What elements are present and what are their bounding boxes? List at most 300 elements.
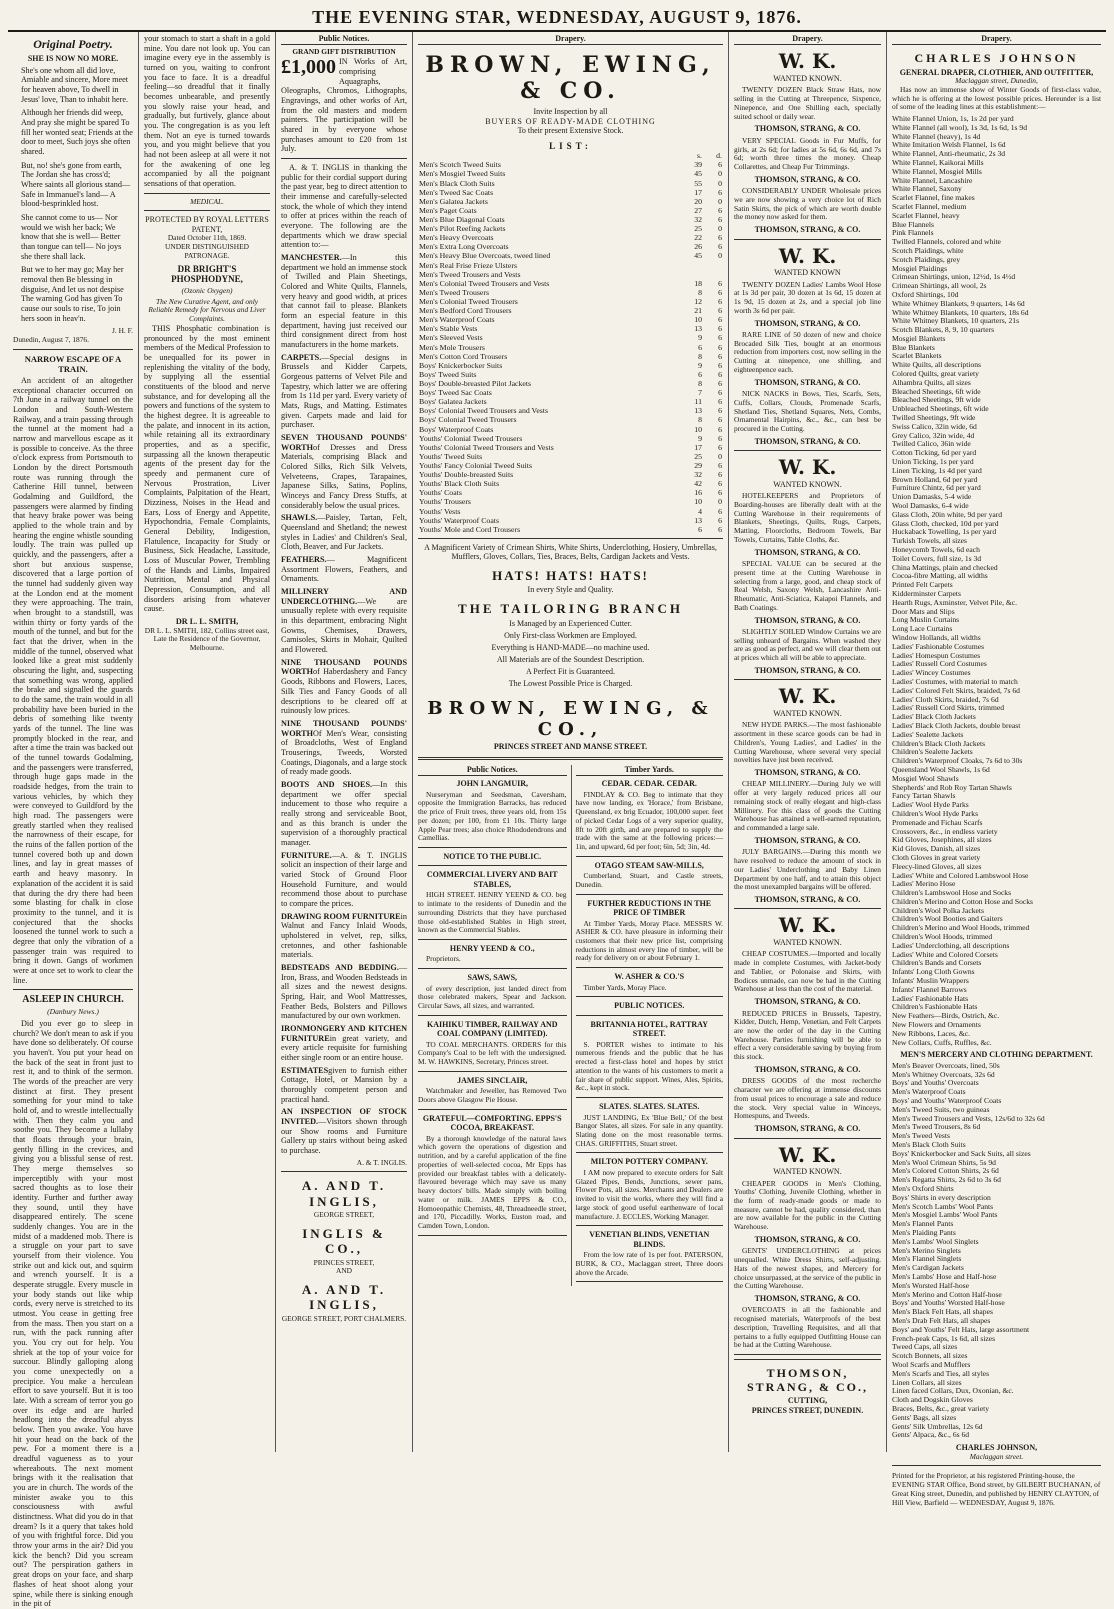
list-item: Braces, Belts, &c., great variety bbox=[892, 1403, 989, 1413]
list-item: Colored Quilts, great variety bbox=[892, 369, 979, 379]
list-item: Scotch Blankets, 8, 9, 10 quarters bbox=[892, 325, 995, 335]
sub-column-right bbox=[571, 765, 724, 1287]
list-item: Infants' Flannel Barrows bbox=[892, 984, 967, 994]
price-pence: 6 bbox=[718, 333, 722, 343]
ad-dated: Dated October 11th, 1869. bbox=[167, 233, 247, 243]
notice-head: JOHN LANGMUIR, bbox=[456, 779, 529, 789]
department-notice bbox=[281, 851, 407, 909]
price-shillings: 17 bbox=[694, 442, 702, 452]
list-item: Boys' and Youths' Worsted Half-hose bbox=[892, 1298, 1005, 1308]
price-shillings: 8 bbox=[698, 287, 702, 297]
wk-firm: THOMSON, STRANG, & CO. bbox=[754, 1234, 861, 1244]
price-item: Men's Stable Vests bbox=[419, 324, 478, 334]
divider bbox=[576, 967, 724, 968]
wk-text: OVERCOATS in all the fashionable and recognised materials, Waterproofs of the best description, Travelling Requisites, and all that pertains to a fully equipped Outfitting House can be had at the Cutting Warehouse. bbox=[734, 1305, 881, 1350]
wk-firm: THOMSON, STRANG, & CO. bbox=[754, 547, 861, 557]
list-item: Boys' and Youths' Overcoats bbox=[892, 1078, 979, 1088]
department-text: of Haberdashery and Fancy Goods, Ribbons and Flowers, Laces, Silk Ties and Fancy Goods of all descriptions to be cleared off at ruinously low prices. bbox=[281, 667, 407, 716]
list-item: Furniture Chintz, 6d per yard bbox=[892, 483, 981, 493]
brown-ewing-firm-2: BROWN, EWING, & CO., bbox=[427, 697, 714, 741]
price-pence: 6 bbox=[718, 515, 722, 525]
poem bbox=[13, 66, 133, 324]
imprint: Printed for the Proprietor, at his registered Printing-house, the EVENING STAR Office, Bond street, by GILBERT BUCHANAN, of Great King street, Dunedin, and published by HENRY CLAYTON, of Hill View, Barfield — WEDNESDAY, August 9, 1876. bbox=[892, 1471, 1101, 1507]
price-row bbox=[418, 315, 723, 324]
invite: Invite Inspection by all bbox=[533, 107, 608, 117]
wk-firm: THOMSON, STRANG, & CO. bbox=[754, 894, 861, 904]
list-item: Children's Merino and Cotton Hose and Socks bbox=[892, 896, 1033, 906]
poetry-heading: Original Poetry. bbox=[33, 37, 113, 51]
poem-stanza: But we to her may go; May her removal then Be blessing in disguise, And let us not despise The warning God has given To cause our souls to rise, To join hers soon in heav'n. bbox=[21, 265, 124, 323]
mens-item-list bbox=[892, 1062, 1101, 1440]
masthead: THE EVENING STAR, WEDNESDAY, AUGUST 9, 1876. bbox=[8, 6, 1106, 32]
notice-text: Proprietors. bbox=[426, 954, 461, 964]
list-item: Queensland Wool Shawls, 1s 6d bbox=[892, 764, 990, 774]
department-notice bbox=[281, 353, 407, 430]
price-shillings: 25 bbox=[694, 451, 702, 461]
list-item: Crossovers, &c., in endless variety bbox=[892, 826, 998, 836]
wk-firm: THOMSON, STRANG, & CO. bbox=[754, 768, 861, 778]
brown-ewing-firm: BROWN, EWING, & CO. bbox=[425, 52, 716, 105]
divider bbox=[13, 989, 133, 990]
price-shillings: 55 bbox=[694, 178, 702, 188]
price-row bbox=[418, 443, 723, 452]
list-item: Ladies' Russell Cord Skirts, trimmed bbox=[892, 703, 1005, 713]
inglis-footer-2b: PRINCES STREET, bbox=[313, 1257, 375, 1267]
inglis-footer-2c: AND bbox=[335, 1266, 352, 1276]
list-item: Ladies' Colored Felt Skirts, braided, 7s 6d bbox=[892, 685, 1020, 695]
department-head: IRONMONGERY AND KITCHEN FURNITURE bbox=[281, 1024, 407, 1043]
inglis-footer-3b: GEORGE STREET, PORT CHALMERS. bbox=[281, 1313, 407, 1323]
list-item: Men's Worsted Half-hose bbox=[892, 1280, 969, 1290]
price-row bbox=[418, 352, 723, 361]
list-item: Mosgiel Wool Shawls bbox=[892, 773, 959, 783]
wk-firm: THOMSON, STRANG, & CO. bbox=[754, 997, 861, 1007]
list-item: Men's Flannel Pants bbox=[892, 1219, 954, 1229]
list-item: Ladies' Wincey Costumes bbox=[892, 668, 971, 678]
price-row bbox=[418, 179, 723, 188]
price-row bbox=[418, 388, 723, 397]
price-row bbox=[418, 397, 723, 406]
price-item: Men's Paget Coats bbox=[419, 205, 477, 215]
list-item: Children's Waterproof Cloaks, 7s 6d to 30s bbox=[892, 756, 1023, 766]
wk-firm: THOMSON, STRANG, & CO. bbox=[754, 1124, 861, 1134]
department-text: in great variety, and every article requisite for furnishing either single room or an entire house. bbox=[281, 1033, 407, 1063]
price-shillings: 6 bbox=[698, 369, 702, 379]
column-header: Public Notices. bbox=[418, 765, 567, 776]
list-item: Men's Waterproof Coats bbox=[892, 1087, 966, 1097]
divider bbox=[576, 856, 724, 857]
price-shillings: 42 bbox=[694, 479, 702, 489]
johnson-signature: CHARLES JOHNSON, bbox=[955, 1443, 1038, 1453]
price-shillings: 10 bbox=[694, 497, 702, 507]
price-shillings: 26 bbox=[694, 242, 702, 252]
wk-logo: W. K. bbox=[778, 243, 837, 268]
tailoring-line: Only First-class Workmen are Employed. bbox=[504, 630, 637, 640]
price-pence bbox=[703, 270, 723, 279]
price-item: Men's Real Frise Frieze Ulsters bbox=[419, 260, 517, 270]
list-item: Cloth Gloves in great variety bbox=[892, 852, 981, 862]
lottery-title: GRAND GIFT DISTRIBUTION bbox=[292, 47, 396, 57]
divider bbox=[734, 239, 881, 240]
department-text: —Special designs in Brussels and Kidder Carpets, Gorgeous patterns of Velvet Pile and Tapestry, which latter we are offering from 1s 11d per yard. Every variety of Mats, Rugs, and Matting. Estimates given. Carpets made and laid for purchaser. bbox=[281, 352, 407, 430]
price-row bbox=[418, 169, 723, 178]
price-row bbox=[418, 333, 723, 342]
wk-firm: THOMSON, STRANG, & CO. bbox=[754, 318, 861, 328]
wk-firm: THOMSON, STRANG, & CO. bbox=[754, 665, 861, 675]
column-5 bbox=[728, 32, 886, 1452]
notice-text: TO COAL MERCHANTS. ORDERS for this Company's Coal to be left with the undersigned. M. W. HAWKINS, Secretary, Princes street. bbox=[418, 1039, 567, 1067]
list-item: Blue Blankets bbox=[892, 342, 935, 352]
divider bbox=[418, 939, 567, 940]
poem-stanza: She's one whom all did love, Amiable and sincere, More meet for heaven above, To dwell in Jesus' love, Than to inhabit here. bbox=[21, 65, 129, 104]
price-pence: 6 bbox=[718, 215, 722, 225]
price-row bbox=[418, 497, 723, 506]
department-head: FURNITURE. bbox=[281, 850, 332, 860]
department-head: BOOTS AND SHOES. bbox=[281, 779, 373, 789]
department-notice bbox=[281, 963, 407, 1021]
price-item: Men's Heavy Overcoats bbox=[419, 233, 494, 243]
list-item: Children's Fashionable Hats bbox=[892, 1002, 978, 1012]
notice-head: NOTICE TO THE PUBLIC. bbox=[443, 852, 542, 862]
notice-head: KAIHIKU TIMBER, RAILWAY AND COAL COMPANY (LIMITED). bbox=[426, 1019, 558, 1039]
list-item: Men's Flannel Singlets bbox=[892, 1254, 962, 1264]
wk-firm: THOMSON, STRANG, & CO. bbox=[754, 615, 861, 625]
ad-product-sub: (Ozonic Oxygen) bbox=[181, 285, 233, 295]
price-row bbox=[418, 233, 723, 242]
price-item: Youths' Mole and Cord Trousers bbox=[419, 524, 521, 534]
price-item: Boys' Double-breasted Pilot Jackets bbox=[419, 379, 532, 388]
price-item: Youths' Trousers bbox=[419, 497, 471, 507]
price-item: Men's Sleeved Vests bbox=[419, 333, 483, 343]
price-item: Men's Mosgiel Tweed Suits bbox=[419, 169, 506, 179]
column-6 bbox=[886, 32, 1106, 1507]
list-item: White Flannel (heavy), 1s 4d bbox=[892, 131, 981, 141]
list-title: LIST: bbox=[549, 140, 592, 151]
list-item: Linen faced Collars, Dux, Oxonian, &c. bbox=[892, 1386, 1014, 1396]
list-item: Fleecy-lined Gloves, all sizes bbox=[892, 861, 982, 871]
list-item: Ladies' White and Colored Lambswool Hose bbox=[892, 870, 1029, 880]
wk-text: DRESS GOODS of the most recherche character we are offering at immense discounts from usual prices to encourage a sale and reduce the stock. Very special value in Winceys, Homespuns, and Tweeds. bbox=[734, 1076, 881, 1121]
cutting-firm: THOMSON, STRANG, & CO., bbox=[746, 1366, 868, 1395]
list-item: Kidderminster Carpets bbox=[892, 589, 961, 598]
price-pence: 6 bbox=[718, 351, 722, 361]
list-item: Men's Beaver Overcoats, lined, 50s bbox=[892, 1060, 1000, 1070]
price-shillings: 17 bbox=[694, 187, 702, 197]
price-pence: 0 bbox=[718, 451, 722, 461]
list-item: White Whitney Blankets, 10 quarters, 21s bbox=[892, 316, 1020, 326]
list-item: Oxford Shirtings, 10d bbox=[892, 289, 959, 299]
list-item: White Flannel, Anti-rheumatic, 2s 3d bbox=[892, 149, 1006, 159]
list-item: Window Hollands, all widths bbox=[892, 632, 981, 642]
list-item: Cotton Ticking, 6d per yard bbox=[892, 448, 977, 458]
list-item: Scotch Plaidings, grey bbox=[892, 254, 961, 264]
price-col-pence: d. bbox=[716, 151, 722, 161]
notice-list bbox=[418, 779, 567, 1236]
department-text: given to furnish either Cottage, Hotel, or Mansion by a thoroughly competent person and practical hand. bbox=[281, 1065, 407, 1104]
column-1 bbox=[8, 32, 138, 1609]
notice-text: Timber Yards, Moray Place. bbox=[583, 982, 667, 992]
department-head: ESTIMATES bbox=[281, 1065, 329, 1075]
divider bbox=[734, 679, 881, 680]
price-row bbox=[418, 379, 723, 388]
price-item: Youths' Double-breasted Suits bbox=[419, 470, 514, 480]
price-pence: 6 bbox=[718, 524, 722, 534]
notice-list bbox=[576, 779, 724, 1282]
price-shillings: 8 bbox=[698, 415, 702, 425]
notice-head: BRITANNIA HOTEL, RATTRAY STREET. bbox=[590, 1019, 708, 1039]
list-item: Ladies' Black Cloth Jackets bbox=[892, 712, 976, 722]
list-item: New Feathers—Birds, Ostrich, &c. bbox=[892, 1011, 1000, 1021]
price-row bbox=[418, 324, 723, 333]
johnson-sig-address: Maclaggan street. bbox=[969, 1451, 1024, 1461]
wk-text: SPECIAL VALUE can be secured at the present time at the Cutting Warehouse in selecting from a large, good, and cheap stock of Real Welsh, Saxony Welsh, Lancashire Anti-Rheumatic, Anti-Sciatica, Kaiapoi Flannels, and Bath Coatings. bbox=[734, 559, 881, 612]
list-item: Men's Black Cloth Suits bbox=[892, 1140, 966, 1150]
price-pence: 6 bbox=[718, 315, 722, 325]
department-text: —In this department we hold an immense stock of Twilled and Plain Sheetings, Colored and White Quilts, Flannels, very heavy and good width, at prices that cannot fail to please. Blankets form an especial feature in this department, having just received our third consignment direct from host manufacturers in the home markets. bbox=[281, 252, 407, 349]
list-item: Ladies' Merino Hose bbox=[892, 879, 956, 889]
price-item: Men's Colonial Tweed Trousers bbox=[419, 297, 518, 307]
wk-firm: THOMSON, STRANG, & CO. bbox=[754, 1294, 861, 1304]
column-header: Timber Yards. bbox=[576, 765, 724, 776]
department-text: —We are unusually replete with every requisite in this department, embracing Night Gowns, Chemises, Drawers, Camisoles, Skirts in Mohair, Quilted and Flowered. bbox=[281, 596, 407, 655]
wk-subtitle: WANTED KNOWN. bbox=[773, 74, 842, 84]
price-pence: 6 bbox=[718, 379, 722, 388]
divider bbox=[13, 349, 133, 350]
list-item: Children's Wool Hoods, trimmed bbox=[892, 932, 993, 942]
johnson-address: Maclaggan street, Dunedin, bbox=[955, 76, 1038, 86]
list-item: Children's Wool Hyde Parks bbox=[892, 808, 979, 818]
column-4 bbox=[412, 32, 728, 1452]
list-item: China Mattings, plain and checked bbox=[892, 562, 998, 572]
price-shillings: 13 bbox=[694, 324, 702, 334]
notice-text: HIGH STREET. HENRY YEEND & CO. beg to intimate to the residents of Dunedin and the surrounding Districts that they have purchased those old-established Stables in High street, known as the Commercial Stables. bbox=[418, 890, 567, 935]
wk-text: TWENTY DOZEN Ladies' Lambs Wool Hose at 1s 3d per pair, 30 dozen at 1s 6d, 15 dozen at 1s 9d, 15 dozen at 2s, and a special job line worth 3s 6d per pair. bbox=[734, 279, 881, 315]
price-item: Men's Scotch Tweed Suits bbox=[419, 160, 501, 170]
price-row bbox=[418, 461, 723, 470]
wk-subtitle: WANTED KNOWN. bbox=[773, 479, 842, 489]
price-item: Men's Black Cloth Suits bbox=[419, 178, 495, 188]
list-item: Honeycomb Towels, 6d each bbox=[892, 545, 980, 555]
wk-logo: W. K. bbox=[778, 913, 837, 938]
list-item: New Ribbons, Laces, &c. bbox=[892, 1028, 971, 1038]
price-row bbox=[418, 270, 723, 279]
list-item: Children's Wool Polka Jackets bbox=[892, 905, 984, 915]
list-item: Scarlet Flannel, heavy bbox=[892, 210, 960, 220]
price-pence: 6 bbox=[718, 160, 722, 170]
poem-stanza: Although her friends did weep, And pray she might be spared To fill her wonted seat; Friends at the door to meet, Such joys she often shared. bbox=[21, 108, 133, 156]
price-item: Youths' Colonial Tweed Trousers bbox=[419, 433, 523, 443]
list-item: Men's Merino Singlets bbox=[892, 1245, 961, 1255]
ad-signature: DR L. L. SMITH, bbox=[175, 616, 239, 626]
price-pence: 6 bbox=[718, 424, 722, 434]
price-row bbox=[418, 470, 723, 479]
ad-product: DR BRIGHT'S PHOSPHODYNE, bbox=[171, 263, 243, 285]
list-item: Linen Ticking, 1s 4d per yard bbox=[892, 465, 982, 475]
list-item: Boys' Shirts in every description bbox=[892, 1192, 991, 1202]
price-pence: 6 bbox=[718, 324, 722, 334]
column-header: Drapery. bbox=[418, 34, 723, 45]
ad-address: DR L. L. SMITH, 182, Collins street east, Late the Residence of the Governor, Melbourne. bbox=[144, 625, 270, 653]
price-row bbox=[418, 425, 723, 434]
price-shillings: 18 bbox=[694, 278, 702, 288]
list-item: Crimean Shirtings, union, 12½d, 1s 4½d bbox=[892, 272, 1016, 282]
list-item: Men's Drab Felt Hats, all shapes bbox=[892, 1315, 991, 1325]
price-item: Men's Mole Trousers bbox=[419, 342, 485, 352]
price-item: Men's Bedford Cord Trousers bbox=[419, 306, 512, 316]
department-head: SEVEN THOUSAND POUNDS' WORTH bbox=[281, 433, 407, 452]
price-item: Men's Cotton Cord Trousers bbox=[419, 351, 508, 361]
wk-logo: W. K. bbox=[778, 49, 837, 74]
list-item: Men's Merino and Cotton Half-hose bbox=[892, 1289, 1002, 1299]
price-shillings bbox=[683, 270, 703, 279]
buyers: BUYERS OF READY-MADE CLOTHING bbox=[485, 116, 656, 126]
price-shillings: 9 bbox=[698, 433, 702, 443]
price-pence: 6 bbox=[718, 433, 722, 443]
divider bbox=[734, 908, 881, 909]
price-shillings: 7 bbox=[698, 388, 702, 398]
list-item: Men's Colored Cotton Shirts, 2s 6d bbox=[892, 1166, 999, 1176]
list-item: Cloth and Dogskin Gloves bbox=[892, 1395, 973, 1405]
notice-head: W. ASHER & CO.'S bbox=[614, 972, 685, 982]
notice-head: CEDAR. CEDAR. CEDAR. bbox=[601, 779, 697, 789]
tailoring-lines bbox=[418, 618, 723, 690]
price-row bbox=[418, 306, 723, 315]
list-item: Long Muslin Curtains bbox=[892, 615, 960, 625]
list-item: Men's Whitney Overcoats, 32s 6d bbox=[892, 1069, 995, 1079]
divider bbox=[576, 1152, 724, 1153]
list-item: Children's Merino and Wool Hoods, trimmed bbox=[892, 923, 1030, 933]
list-item: Linen Collars, all sizes bbox=[892, 1377, 962, 1387]
price-shillings: 10 bbox=[694, 424, 702, 434]
sub-columns bbox=[418, 765, 723, 1287]
list-item: Men's Scotch Lambs' Wool Pants bbox=[892, 1201, 994, 1211]
list-item: Mosgiel Blankets bbox=[892, 333, 946, 343]
price-item: Boys' Knickerbocker Suits bbox=[419, 360, 503, 370]
price-item: Boys' Tweed Suits bbox=[419, 369, 477, 379]
column-2 bbox=[138, 32, 275, 1452]
johnson-firm: CHARLES JOHNSON bbox=[914, 51, 1079, 66]
list-item: Men's Mosgiel Lambs' Wool Pants bbox=[892, 1210, 998, 1220]
poem-stanza: But, no! she's gone from earth, The Jordan she has cross'd; Where saints all glorious stand— Safe in Immanuel's land— A blood-besprinkled host. bbox=[21, 160, 131, 209]
price-pence: 6 bbox=[718, 287, 722, 297]
department-text: —Paisley, Tartan, Felt, Queensland and Shetland; the newest styles in Ladies' and Children's Seal, Cloth, Beaver, and Fur Jackets. bbox=[281, 513, 407, 552]
department-head: SHAWLS. bbox=[281, 513, 318, 523]
department-notice bbox=[281, 658, 407, 716]
list-item: Twilled Calico, 36in wide bbox=[892, 439, 971, 449]
price-row bbox=[418, 479, 723, 488]
wk-text: NEW HYDE PARKS.—The most fashionable assortment in these scarce goods can be had in Children's, Young Ladies', and Ladies' in the Cutting Warehouse, where several very special novelties have just been received. bbox=[734, 720, 881, 765]
list-item: Door Mats and Slips bbox=[892, 606, 955, 616]
price-item: Youths' Vests bbox=[419, 506, 461, 516]
list-item: Men's Tweed Suits, two guineas bbox=[892, 1104, 990, 1114]
price-item: Men's Tweed Sac Coats bbox=[419, 187, 494, 197]
notice-text: S. PORTER wishes to intimate to his numerous friends and the public that he has erected a first-class hotel and hopes by strict attention to the wants of his customers to merit a fair share of public support. Wines, Ales, Spirits, &c., kept in stock. bbox=[575, 1039, 723, 1093]
list-item: Union Damasks, 5-4 wide bbox=[892, 492, 972, 502]
list-item: White Flannel, Kaikorai Mills bbox=[892, 157, 984, 167]
price-shillings: 13 bbox=[694, 515, 702, 525]
wk-subtitle: WANTED KNOWN. bbox=[773, 1167, 842, 1177]
divider bbox=[576, 1281, 724, 1282]
list-item: White Quilts, all descriptions bbox=[892, 360, 982, 370]
inglis-footer-2: INGLIS & CO., bbox=[302, 1225, 386, 1257]
list-item: Ladies' White and Colored Corsets bbox=[892, 949, 998, 959]
price-item: Men's Blue Diagonal Coats bbox=[419, 215, 505, 225]
price-shillings: 10 bbox=[694, 315, 702, 325]
divider bbox=[734, 450, 881, 451]
notice-text: Watchmaker and Jeweller, has Removed Two Doors above Glasgow Pie House. bbox=[418, 1086, 567, 1105]
price-pence: 6 bbox=[718, 415, 722, 425]
list-item: Wool Scarfs and Mufflers bbox=[892, 1359, 971, 1369]
price-item: Youths' Waterproof Coats bbox=[419, 515, 499, 525]
tailoring-line: A Perfect Fit is Guaranteed. bbox=[525, 666, 616, 676]
hats: HATS! HATS! HATS! bbox=[492, 567, 649, 583]
list-item: Twilled Sheetings, 9ft wide bbox=[892, 413, 976, 423]
list-item: Glass Cloth, 20in white, 9d per yard bbox=[892, 509, 1003, 519]
wk-logo: W. K. bbox=[778, 684, 837, 709]
list-item: Long Lace Curtains bbox=[892, 624, 953, 634]
columns bbox=[8, 32, 1106, 1609]
poem-stanza: She cannot come to us— Nor would we wish her back; We know that she is well— Better than tongue can tell— No joys she there shall lack. bbox=[21, 213, 122, 261]
price-item: Youths' Colonial Tweed Trousers and Vests bbox=[419, 442, 554, 452]
section-label: MEDICAL. bbox=[190, 196, 224, 206]
price-pence: 6 bbox=[718, 506, 722, 516]
wk-text: GENTS' UNDERCLOTHING at prices unequalled. White Dress Shirts, self-adjusting. Hats of the newest shapes, and Mercery for choice unsurpassed, at the service of the public in the Cutting Warehouse. bbox=[734, 1246, 881, 1291]
list-item: Ladies' Underclothing, all descriptions bbox=[892, 940, 1010, 950]
department-notice bbox=[281, 433, 407, 510]
list-item: New Collars, Cuffs, Ruffles, &c. bbox=[892, 1037, 992, 1047]
mens-department: MEN'S MERCERY AND CLOTHING DEPARTMENT. bbox=[900, 1050, 1093, 1060]
tailoring: THE TAILORING BRANCH bbox=[458, 600, 683, 616]
department-text: —Visitors shown through our Show rooms and Furniture Gallery up stairs without being asked to purchase. bbox=[281, 1117, 407, 1156]
variety: A Magnificent Variety of Crimean Shirts, White Shirts, Underclothing, Hosiery, Umbrellas, Mufflers, Gloves, Collars, Ties, Braces, Belts, Cardigan Jackets and Vests. bbox=[424, 542, 717, 562]
list-item: Men's Lambs' Wool Singlets bbox=[892, 1236, 979, 1246]
notice-head: GRATEFUL—COMFORTING. EPPS'S COCOA, BREAKFAST. bbox=[422, 1113, 562, 1133]
price-row bbox=[418, 406, 723, 415]
price-row bbox=[418, 488, 723, 497]
notice-text: I AM now prepared to execute orders for Salt Glazed Pipes, Bends, Junctions, sewer pans, Flower Pots, all sizes. Merchants and Dealers are invited to visit the works, where they will find a large stock of good useful earthenware of local manufacture. J. ECCLES, Working Manager. bbox=[575, 1167, 723, 1221]
inglis-footer-3: A. AND T. INGLIS, bbox=[301, 1281, 387, 1313]
wk-firm: THOMSON, STRANG, & CO. bbox=[754, 377, 861, 387]
list-item: Huckaback Towelling, 1s per yard bbox=[892, 527, 997, 537]
department-text: —In this department we offer special inducement to those who require a really strong and serviceable Boot, and as this branch is under the supervision of a thoroughly practical manager. bbox=[281, 779, 407, 847]
price-col-shillings: s. bbox=[697, 151, 702, 161]
ad-protected: PROTECTED BY ROYAL LETTERS PATENT, bbox=[145, 215, 269, 234]
divider bbox=[576, 1097, 724, 1098]
notice-text: Nurseryman and Seedsman, Caversham, opposite the Immigration Barracks, has reduced the price of Fruit trees, three years old, from 15s per dozen; per 100, from £1 10s. Thirty large Apple Pear trees; also choice Rhododendrons and Camellias. bbox=[418, 789, 567, 843]
inglis-footer-1: A. AND T. INGLIS, bbox=[301, 1178, 387, 1209]
list-item: White Imitation Welsh Flannel, 1s 6d bbox=[892, 140, 1006, 150]
price-pence: 6 bbox=[718, 233, 722, 243]
price-pence: 6 bbox=[718, 488, 722, 498]
johnson-item-list bbox=[892, 115, 1101, 1047]
divider bbox=[892, 1465, 1101, 1466]
price-shillings: 25 bbox=[694, 224, 702, 234]
list-item: Scarlet Flannel, fine makes bbox=[892, 193, 975, 203]
list-item: White Flannel, Mosgiel Mills bbox=[892, 166, 982, 176]
list-item: Men's Regatta Shirts, 2s 6d to 3s 6d bbox=[892, 1175, 1001, 1185]
list-item: Children's Black Cloth Jackets bbox=[892, 738, 986, 748]
list-item: Scotch Bonnets, all sizes bbox=[892, 1351, 968, 1361]
list-item: French-peak Caps, 1s 6d, all sizes bbox=[892, 1333, 996, 1343]
poem-signature: J. H. F. bbox=[112, 326, 133, 336]
price-pence: 6 bbox=[718, 470, 722, 480]
price-pence: 6 bbox=[718, 342, 722, 352]
divider bbox=[576, 1225, 724, 1226]
price-pence: 6 bbox=[718, 442, 722, 452]
notice-head: FURTHER REDUCTIONS IN THE PRICE OF TIMBER bbox=[587, 898, 712, 918]
wk-text: TWENTY DOZEN Black Straw Hats, now selling in the Cutting at Threepence, Sixpence, Ninepence, and One Shilling each, specially suited school or daily wear. bbox=[734, 85, 881, 121]
wk-text: JULY BARGAINS.—During this month we have resolved to reduce the amount of stock in our Ladies' Underclothing and Baby Linen Department by one half, and to attain this object the most unexampled bargains will be offered. bbox=[734, 847, 881, 892]
